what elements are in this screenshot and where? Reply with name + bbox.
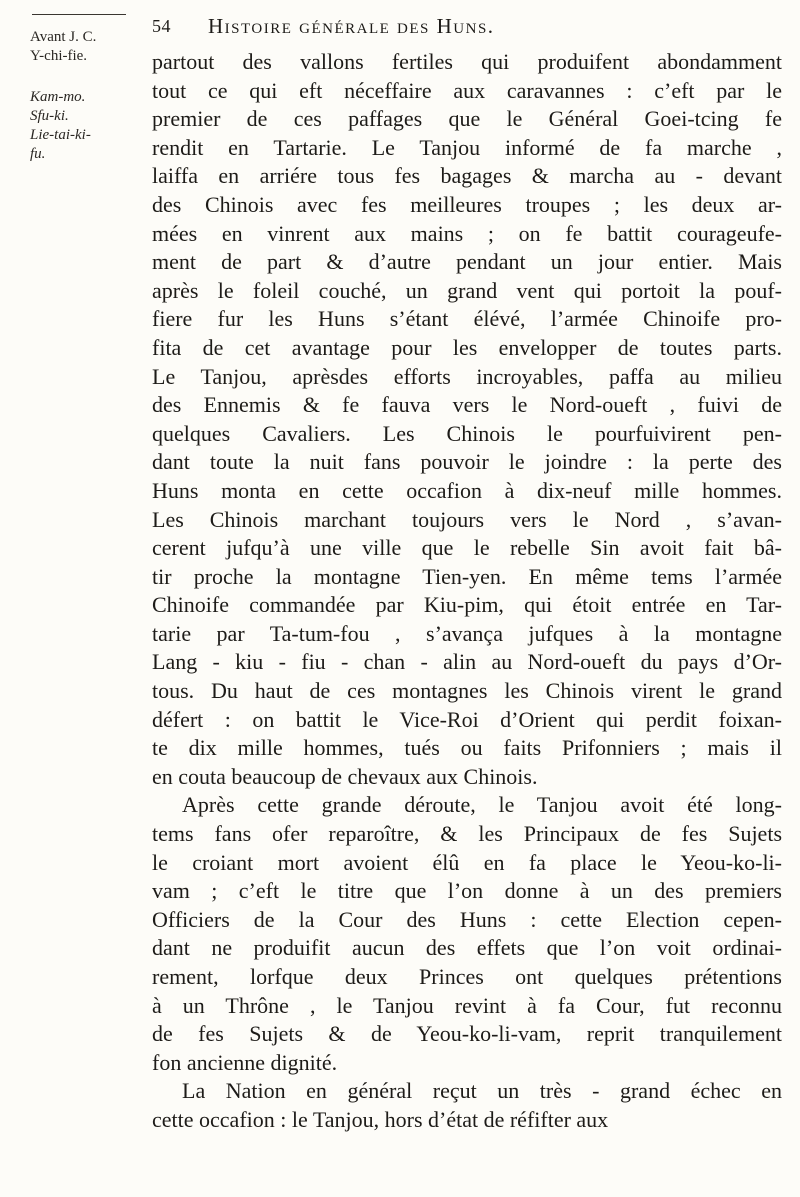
text-line: rendit en Tartarie. Le Tanjou informé de fa marche , (152, 134, 782, 160)
text-line: quelques Cavaliers. Les Chinois le pourfuivirent pen- (152, 420, 782, 446)
text-line: Les Chinois marchant toujours vers le Nord , s’avan- (152, 506, 782, 532)
text-line: Après cette grande déroute, le Tanjou avoit été long- (182, 792, 782, 818)
body-text (152, 48, 782, 1135)
text-line: tir proche la montagne Tien-yen. En même tems l’armée (152, 563, 782, 589)
text-line: à un Thrône , le Tanjou revint à fa Cour, fut reconnu (152, 992, 782, 1018)
text-line: La Nation en général reçut un très - grand échec en (182, 1078, 782, 1104)
margin-notes (30, 28, 130, 164)
text-line: laiffa en arriére tous fes bagages & marcha au - devant (152, 163, 782, 189)
running-title: Histoire générale des Huns. (208, 14, 495, 38)
text-line: Officiers de la Cour des Huns : cette Election cepen- (152, 906, 782, 932)
era-line: Avant J. C. (30, 29, 97, 45)
margin-rule (32, 14, 126, 15)
text-line: cerent jufqu’à une ville que le rebelle Sin avoit fait bâ- (152, 535, 782, 561)
source-line: Kam-mo. (30, 89, 86, 105)
text-line: mées en vinrent aux mains ; on fe battit courageufe- (152, 220, 782, 246)
source-line: fu. (30, 146, 46, 162)
source-line: Lie-tai-ki- (30, 127, 91, 143)
text-line: tous. Du haut de ces montagnes les Chinois virent le grand (152, 678, 782, 704)
text-line: tarie par Ta-tum-fou , s’avança jufques à la montagne (152, 620, 782, 646)
text-line: ment de part & d’autre pendant un jour entier. Mais (152, 249, 782, 275)
text-line: dant toute la nuit fans pouvoir le joindre : la perte des (152, 449, 782, 475)
text-line: de fes Sujets & de Yeou-ko-li-vam, reprit tranquilement (152, 1021, 782, 1047)
text-line: fiere fur les Huns s’étant élévé, l’armée Chinoife pro- (152, 306, 782, 332)
text-line: en couta beaucoup de chevaux aux Chinois. (152, 763, 538, 789)
text-line: tems fans ofer reparoître, & les Principaux de fes Sujets (152, 821, 782, 847)
page-number: 54 (152, 16, 171, 36)
running-head (152, 0, 780, 44)
text-line: Chinoife commandée par Kiu-pim, qui étoit entrée en Tar- (152, 592, 782, 618)
text-line: partout des vallons fertiles qui produifent abondamment (152, 49, 782, 74)
text-line: Huns monta en cette occafion à dix-neuf mille hommes. (152, 477, 782, 503)
text-line: des Chinois avec fes meilleures troupes ; les deux ar- (152, 191, 782, 217)
text-line: vam ; c’eft le titre que l’on donne à un des premiers (152, 878, 782, 904)
text-line: défert : on battit le Vice-Roi d’Orient qui perdit foixan- (152, 706, 782, 732)
text-line: le croiant mort avoient élû en fa place le Yeou-ko-li- (152, 849, 782, 875)
era-note (30, 28, 130, 66)
text-line: Lang - kiu - fiu - chan - alin au Nord-oueft du pays d’Or- (152, 649, 782, 675)
text-line: des Ennemis & fe fauva vers le Nord-oueft , fuivi de (152, 392, 782, 418)
text-line: dant ne produifit aucun des effets que l’on voit ordinai- (152, 935, 782, 961)
text-line: cette occafion : le Tanjou, hors d’état de réfifter aux (152, 1106, 609, 1132)
source-line: Sfu-ki. (30, 108, 69, 124)
text-line: tout ce qui eft néceffaire aux caravannes : c’eft par le (152, 77, 782, 103)
era-line: Y-chi-fie. (30, 48, 88, 64)
text-line: rement, lorfque deux Princes ont quelques prétentions (152, 964, 782, 989)
text-line: fita de cet avantage pour les envelopper de toutes parts. (152, 334, 782, 360)
text-line: te dix mille hommes, tués ou faits Prifonniers ; mais il (152, 735, 782, 761)
text-line: fon ancienne dignité. (152, 1049, 338, 1075)
text-line: Le Tanjou, aprèsdes efforts incroyables, paffa au milieu (152, 363, 782, 389)
source-note (30, 88, 130, 164)
text-line: premier de ces paffages que le Général Goei-tcing fe (152, 106, 782, 132)
text-line: après le foleil couché, un grand vent qui portoit la pouf- (152, 277, 782, 303)
